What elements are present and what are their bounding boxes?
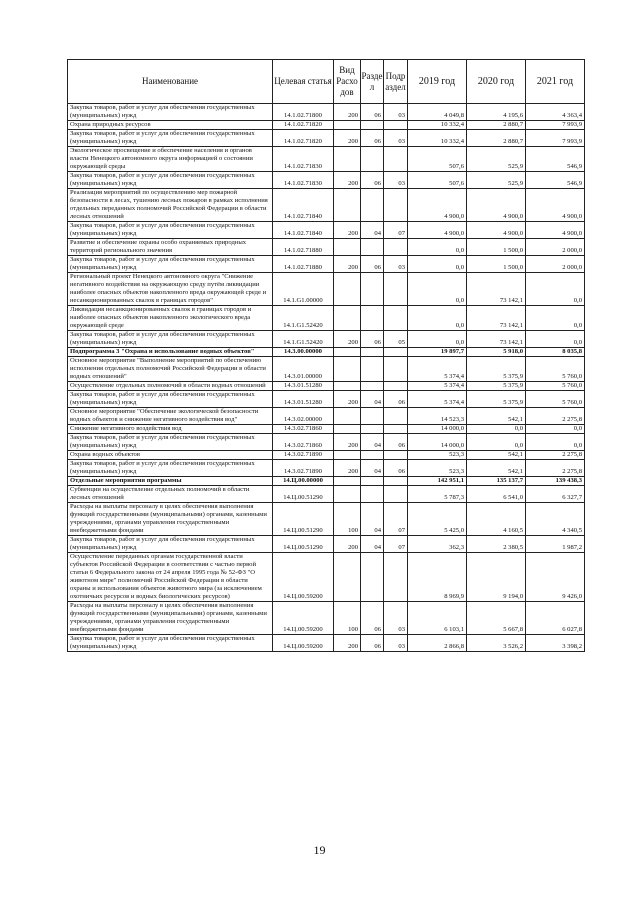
- cell-vr: [334, 451, 361, 460]
- cell-y2019: 523,3: [408, 460, 467, 477]
- cell-y2019: 5 425,0: [408, 503, 467, 536]
- cell-name: Основное мероприятие "Обеспечение экологической безопасности водных объектов и снижение негативного воздействия вод": [68, 408, 273, 425]
- cell-rz: [361, 408, 384, 425]
- col-razdel: Разде л: [361, 60, 384, 104]
- table-row: [68, 239, 585, 256]
- cell-rz: 06: [361, 635, 384, 652]
- cell-y2021: 5 760,0: [526, 391, 585, 408]
- cell-y2019: 14 000,0: [408, 434, 467, 451]
- cell-name: Ликвидация несанкционированных свалок в границах городов и наиболее опасных объектов накопленного экологического вреда окружающей среде: [68, 306, 273, 331]
- cell-name: Расходы на выплаты персоналу в целях обеспечения выполнения функций государственными (муниципальными) органами, казенными учреждениями, органами управления государственными внебюджетными фондами: [68, 503, 273, 536]
- table-row: [68, 425, 585, 434]
- cell-cs: 14.Ц.00.59200: [273, 553, 334, 602]
- cell-pr: [384, 425, 408, 434]
- cell-vr: 200: [334, 331, 361, 348]
- cell-pr: [384, 239, 408, 256]
- cell-pr: 06: [384, 460, 408, 477]
- cell-y2019: 142 951,1: [408, 477, 467, 486]
- cell-name: Осуществление переданных органам государственной власти субъектов Российской Федерации в соответствии с частью первой статьи 6 Федерального закона от 24 апреля 1995 года № 52-ФЗ "О животном мире" полномочий Российской Федерации в области охраны и использования объектов животного мира (за исключением охотничьих ресурсов и водных биологических ресурсов): [68, 553, 273, 602]
- cell-y2020: 3 526,2: [467, 635, 526, 652]
- table-row: [68, 357, 585, 382]
- cell-pr: 06: [384, 434, 408, 451]
- cell-cs: 14.Ц.00.51290: [273, 503, 334, 536]
- cell-y2021: 0,0: [526, 425, 585, 434]
- cell-pr: [384, 147, 408, 172]
- cell-rz: [361, 147, 384, 172]
- cell-rz: 04: [361, 222, 384, 239]
- cell-y2020: 542,1: [467, 460, 526, 477]
- cell-vr: [334, 382, 361, 391]
- cell-rz: [361, 553, 384, 602]
- cell-y2021: 2 275,8: [526, 408, 585, 425]
- cell-name: Охрана водных объектов: [68, 451, 273, 460]
- cell-vr: 200: [334, 256, 361, 273]
- cell-cs: 14.1.02.71820: [273, 121, 334, 130]
- cell-y2020: 542,1: [467, 408, 526, 425]
- col-2019: 2019 год: [408, 60, 467, 104]
- cell-pr: [384, 348, 408, 357]
- table-row: [68, 306, 585, 331]
- table-header: [68, 60, 585, 104]
- cell-vr: 200: [334, 391, 361, 408]
- cell-rz: [361, 357, 384, 382]
- cell-rz: [361, 451, 384, 460]
- cell-y2021: 6 027,8: [526, 602, 585, 635]
- cell-name: Отдельные мероприятия программы: [68, 477, 273, 486]
- page-number: 19: [313, 843, 326, 857]
- cell-name: Охрана природных ресурсов: [68, 121, 273, 130]
- cell-y2019: 0,0: [408, 331, 467, 348]
- cell-pr: [384, 486, 408, 503]
- cell-y2021: 139 438,3: [526, 477, 585, 486]
- cell-y2019: 4 049,8: [408, 104, 467, 121]
- cell-y2021: 8 035,8: [526, 348, 585, 357]
- table-row: [68, 222, 585, 239]
- cell-vr: [334, 553, 361, 602]
- cell-rz: 06: [361, 256, 384, 273]
- cell-y2020: 542,1: [467, 451, 526, 460]
- cell-y2021: 2 000,0: [526, 256, 585, 273]
- cell-y2021: 7 993,9: [526, 130, 585, 147]
- table-row: [68, 408, 585, 425]
- col-2021: 2021 год: [526, 60, 585, 104]
- cell-rz: 06: [361, 104, 384, 121]
- cell-y2021: 5 760,0: [526, 382, 585, 391]
- cell-pr: [384, 451, 408, 460]
- cell-y2021: 546,9: [526, 147, 585, 172]
- table-row: [68, 331, 585, 348]
- cell-y2020: 5 667,8: [467, 602, 526, 635]
- cell-y2020: 0,0: [467, 434, 526, 451]
- table-row: [68, 348, 585, 357]
- cell-cs: 14.Ц.00.51290: [273, 536, 334, 553]
- cell-y2021: 4 900,0: [526, 222, 585, 239]
- cell-cs: 14.3.02.71890: [273, 451, 334, 460]
- cell-vr: [334, 147, 361, 172]
- cell-cs: 14.3.02.71860: [273, 434, 334, 451]
- cell-rz: 06: [361, 331, 384, 348]
- cell-y2019: 10 332,4: [408, 121, 467, 130]
- cell-pr: 03: [384, 635, 408, 652]
- cell-y2021: 0,0: [526, 331, 585, 348]
- col-vr: Вид Расхо дов: [334, 60, 361, 104]
- cell-pr: 03: [384, 172, 408, 189]
- cell-name: Подпрограмма 3 "Охрана и использование водных объектов": [68, 348, 273, 357]
- table-row: [68, 553, 585, 602]
- cell-name: Закупка товаров, работ и услуг для обеспечения государственных (муниципальных) нужд: [68, 434, 273, 451]
- cell-y2019: 362,3: [408, 536, 467, 553]
- table-body: [68, 104, 585, 652]
- cell-y2020: 5 375,9: [467, 357, 526, 382]
- cell-rz: 06: [361, 172, 384, 189]
- cell-name: Закупка товаров, работ и услуг для обеспечения государственных (муниципальных) нужд: [68, 331, 273, 348]
- cell-vr: 200: [334, 536, 361, 553]
- cell-name: Закупка товаров, работ и услуг для обеспечения государственных (муниципальных) нужд: [68, 104, 273, 121]
- cell-rz: [361, 306, 384, 331]
- cell-y2020: 2 880,7: [467, 121, 526, 130]
- table-row: [68, 391, 585, 408]
- cell-vr: [334, 357, 361, 382]
- table-row: [68, 121, 585, 130]
- cell-y2020: 73 142,1: [467, 306, 526, 331]
- cell-pr: [384, 306, 408, 331]
- cell-y2020: 1 500,0: [467, 239, 526, 256]
- cell-cs: 14.3.01.00000: [273, 357, 334, 382]
- cell-y2021: 4 900,0: [526, 189, 585, 222]
- table-row: [68, 382, 585, 391]
- col-2020: 2020 год: [467, 60, 526, 104]
- cell-y2021: 2 275,8: [526, 451, 585, 460]
- table-row: [68, 147, 585, 172]
- cell-name: Закупка товаров, работ и услуг для обеспечения государственных (муниципальных) нужд: [68, 460, 273, 477]
- cell-cs: 14.Ц.00.51290: [273, 486, 334, 503]
- cell-y2021: 2 275,8: [526, 460, 585, 477]
- cell-cs: 14.Ц.00.59200: [273, 635, 334, 652]
- cell-vr: 200: [334, 434, 361, 451]
- cell-rz: 04: [361, 536, 384, 553]
- cell-vr: [334, 189, 361, 222]
- cell-cs: 14.1.G1.52420: [273, 306, 334, 331]
- cell-y2020: 2 880,7: [467, 130, 526, 147]
- cell-vr: [334, 425, 361, 434]
- table-row: [68, 273, 585, 306]
- cell-vr: 200: [334, 172, 361, 189]
- budget-table: [67, 59, 585, 652]
- table-row: [68, 104, 585, 121]
- cell-rz: [361, 273, 384, 306]
- cell-cs: 14.3.00.00000: [273, 348, 334, 357]
- cell-y2020: 5 918,0: [467, 348, 526, 357]
- cell-vr: [334, 477, 361, 486]
- cell-vr: [334, 273, 361, 306]
- cell-name: Закупка товаров, работ и услуг для обеспечения государственных (муниципальных) нужд: [68, 256, 273, 273]
- cell-rz: [361, 477, 384, 486]
- cell-cs: 14.3.02.00000: [273, 408, 334, 425]
- cell-y2021: 6 327,7: [526, 486, 585, 503]
- cell-vr: [334, 486, 361, 503]
- cell-rz: 04: [361, 391, 384, 408]
- cell-cs: 14.3.01.51280: [273, 382, 334, 391]
- cell-name: Закупка товаров, работ и услуг для обеспечения государственных (муниципальных) нужд: [68, 536, 273, 553]
- cell-vr: 200: [334, 635, 361, 652]
- cell-y2019: 5 374,4: [408, 391, 467, 408]
- cell-y2020: 73 142,1: [467, 273, 526, 306]
- cell-vr: 100: [334, 602, 361, 635]
- cell-y2020: 73 142,1: [467, 331, 526, 348]
- cell-vr: 200: [334, 222, 361, 239]
- cell-y2020: 4 160,5: [467, 503, 526, 536]
- cell-rz: [361, 486, 384, 503]
- cell-y2020: 135 137,7: [467, 477, 526, 486]
- cell-pr: 07: [384, 536, 408, 553]
- cell-y2020: 6 541,0: [467, 486, 526, 503]
- cell-name: Региональный проект Ненецкого автономного округа "Снижение негативного воздействия на окружающую среду путём ликвидации наиболее опасных объектов накопленного вреда окружающей среде и несанкционированных свалок в границах городов": [68, 273, 273, 306]
- col-name: Наименование: [68, 60, 273, 104]
- col-podrazdel: Подр аздел: [384, 60, 408, 104]
- table-row: [68, 434, 585, 451]
- table-row: [68, 536, 585, 553]
- cell-vr: 200: [334, 104, 361, 121]
- cell-name: Развитие и обеспечение охраны особо охраняемых природных территорий регионального значения: [68, 239, 273, 256]
- cell-cs: 14.Ц.00.00000: [273, 477, 334, 486]
- cell-cs: 14.1.02.71840: [273, 189, 334, 222]
- cell-cs: 14.3.02.71890: [273, 460, 334, 477]
- cell-rz: [361, 382, 384, 391]
- cell-y2020: 5 375,9: [467, 391, 526, 408]
- cell-y2019: 5 787,3: [408, 486, 467, 503]
- cell-y2019: 4 900,0: [408, 189, 467, 222]
- cell-name: Расходы на выплаты персоналу в целях обеспечения выполнения функций государственными (муниципальными) органами, казенными учреждениями, органами управления государственными внебюджетными фондами: [68, 602, 273, 635]
- cell-y2020: 2 380,5: [467, 536, 526, 553]
- cell-y2021: 546,9: [526, 172, 585, 189]
- cell-cs: 14.1.02.71880: [273, 239, 334, 256]
- cell-cs: 14.3.02.71860: [273, 425, 334, 434]
- cell-rz: [361, 239, 384, 256]
- cell-y2021: 0,0: [526, 306, 585, 331]
- cell-vr: 200: [334, 130, 361, 147]
- table-row: [68, 486, 585, 503]
- cell-pr: 07: [384, 222, 408, 239]
- table-row: [68, 189, 585, 222]
- cell-y2019: 0,0: [408, 256, 467, 273]
- cell-rz: 04: [361, 503, 384, 536]
- cell-y2019: 5 374,4: [408, 382, 467, 391]
- cell-pr: [384, 273, 408, 306]
- cell-rz: 04: [361, 460, 384, 477]
- cell-vr: [334, 348, 361, 357]
- cell-rz: 04: [361, 434, 384, 451]
- table-row: [68, 256, 585, 273]
- cell-y2019: 19 897,7: [408, 348, 467, 357]
- cell-pr: [384, 189, 408, 222]
- cell-cs: 14.1.02.71800: [273, 104, 334, 121]
- cell-pr: 06: [384, 391, 408, 408]
- cell-name: Осуществление отдельных полномочий в области водных отношений: [68, 382, 273, 391]
- cell-y2020: 4 195,6: [467, 104, 526, 121]
- cell-y2021: 0,0: [526, 273, 585, 306]
- cell-y2020: 9 194,0: [467, 553, 526, 602]
- cell-y2021: 4 340,5: [526, 503, 585, 536]
- cell-cs: 14.1.02.71840: [273, 222, 334, 239]
- table-row: [68, 477, 585, 486]
- cell-rz: [361, 425, 384, 434]
- cell-name: Закупка товаров, работ и услуг для обеспечения государственных (муниципальных) нужд: [68, 172, 273, 189]
- cell-cs: 14.1.G1.52420: [273, 331, 334, 348]
- cell-cs: 14.1.02.71880: [273, 256, 334, 273]
- cell-name: Закупка товаров, работ и услуг для обеспечения государственных (муниципальных) нужд: [68, 130, 273, 147]
- cell-y2019: 0,0: [408, 239, 467, 256]
- cell-y2020: 4 900,0: [467, 189, 526, 222]
- cell-cs: 14.1.02.71830: [273, 147, 334, 172]
- cell-pr: [384, 553, 408, 602]
- cell-cs: 14.Ц.00.59200: [273, 602, 334, 635]
- cell-rz: [361, 189, 384, 222]
- table-row: [68, 602, 585, 635]
- table-row: [68, 460, 585, 477]
- table-row: [68, 130, 585, 147]
- cell-pr: 03: [384, 104, 408, 121]
- table-row: [68, 451, 585, 460]
- cell-y2021: 2 000,0: [526, 239, 585, 256]
- cell-y2019: 5 374,4: [408, 357, 467, 382]
- cell-y2019: 10 332,4: [408, 130, 467, 147]
- cell-rz: 06: [361, 602, 384, 635]
- cell-y2020: 4 900,0: [467, 222, 526, 239]
- cell-name: Закупка товаров, работ и услуг для обеспечения государственных (муниципальных) нужд: [68, 635, 273, 652]
- cell-y2019: 0,0: [408, 273, 467, 306]
- cell-y2019: 2 866,8: [408, 635, 467, 652]
- cell-vr: 100: [334, 503, 361, 536]
- cell-pr: 03: [384, 256, 408, 273]
- cell-rz: 06: [361, 130, 384, 147]
- cell-y2019: 14 000,0: [408, 425, 467, 434]
- table-row: [68, 635, 585, 652]
- cell-y2021: 7 993,9: [526, 121, 585, 130]
- table-row: [68, 172, 585, 189]
- cell-y2019: 523,3: [408, 451, 467, 460]
- cell-y2019: 0,0: [408, 306, 467, 331]
- cell-y2021: 4 363,4: [526, 104, 585, 121]
- cell-cs: 14.1.02.71830: [273, 172, 334, 189]
- cell-cs: 14.1.G1.00000: [273, 273, 334, 306]
- cell-pr: 07: [384, 503, 408, 536]
- cell-pr: [384, 408, 408, 425]
- cell-pr: 05: [384, 331, 408, 348]
- cell-y2021: 0,0: [526, 434, 585, 451]
- cell-cs: 14.1.02.71820: [273, 130, 334, 147]
- cell-name: Основное мероприятие "Выполнение мероприятий по обеспечению исполнения отдельных полномочий Российской Федерации в области водных отношений": [68, 357, 273, 382]
- cell-pr: [384, 382, 408, 391]
- cell-y2021: 5 760,0: [526, 357, 585, 382]
- cell-vr: 200: [334, 460, 361, 477]
- col-target: Целевая статья: [273, 60, 334, 104]
- cell-vr: [334, 121, 361, 130]
- cell-pr: 03: [384, 602, 408, 635]
- cell-name: Субвенции на осуществление отдельных полномочий в области лесных отношений: [68, 486, 273, 503]
- cell-y2020: 0,0: [467, 425, 526, 434]
- cell-y2021: 1 987,2: [526, 536, 585, 553]
- cell-y2019: 8 969,9: [408, 553, 467, 602]
- cell-y2020: 525,9: [467, 172, 526, 189]
- table-row: [68, 503, 585, 536]
- cell-name: Экологическое просвещение и обеспечение населения и органов власти Ненецкого автономного округа информацией о состоянии окружающей среды: [68, 147, 273, 172]
- cell-y2019: 14 523,3: [408, 408, 467, 425]
- cell-y2019: 507,6: [408, 172, 467, 189]
- cell-y2019: 6 103,1: [408, 602, 467, 635]
- cell-vr: [334, 239, 361, 256]
- cell-name: Закупка товаров, работ и услуг для обеспечения государственных (муниципальных) нужд: [68, 391, 273, 408]
- cell-pr: 03: [384, 130, 408, 147]
- cell-y2020: 1 500,0: [467, 256, 526, 273]
- cell-y2021: 3 398,2: [526, 635, 585, 652]
- cell-y2019: 507,6: [408, 147, 467, 172]
- cell-pr: [384, 121, 408, 130]
- cell-rz: [361, 121, 384, 130]
- cell-name: Снижение негативного воздействия вод: [68, 425, 273, 434]
- cell-rz: [361, 348, 384, 357]
- cell-vr: [334, 408, 361, 425]
- cell-y2019: 4 900,0: [408, 222, 467, 239]
- cell-cs: 14.3.01.51280: [273, 391, 334, 408]
- cell-vr: [334, 306, 361, 331]
- cell-name: Реализация мероприятий по осуществлению мер пожарной безопасности в лесах, тушению лесных пожаров в рамках исполнения отдельных переданных полномочий Российской Федерации в области лесных отношений: [68, 189, 273, 222]
- cell-name: Закупка товаров, работ и услуг для обеспечения государственных (муниципальных) нужд: [68, 222, 273, 239]
- cell-y2020: 525,9: [467, 147, 526, 172]
- cell-pr: [384, 477, 408, 486]
- cell-y2020: 5 375,9: [467, 382, 526, 391]
- cell-y2021: 9 426,0: [526, 553, 585, 602]
- cell-pr: [384, 357, 408, 382]
